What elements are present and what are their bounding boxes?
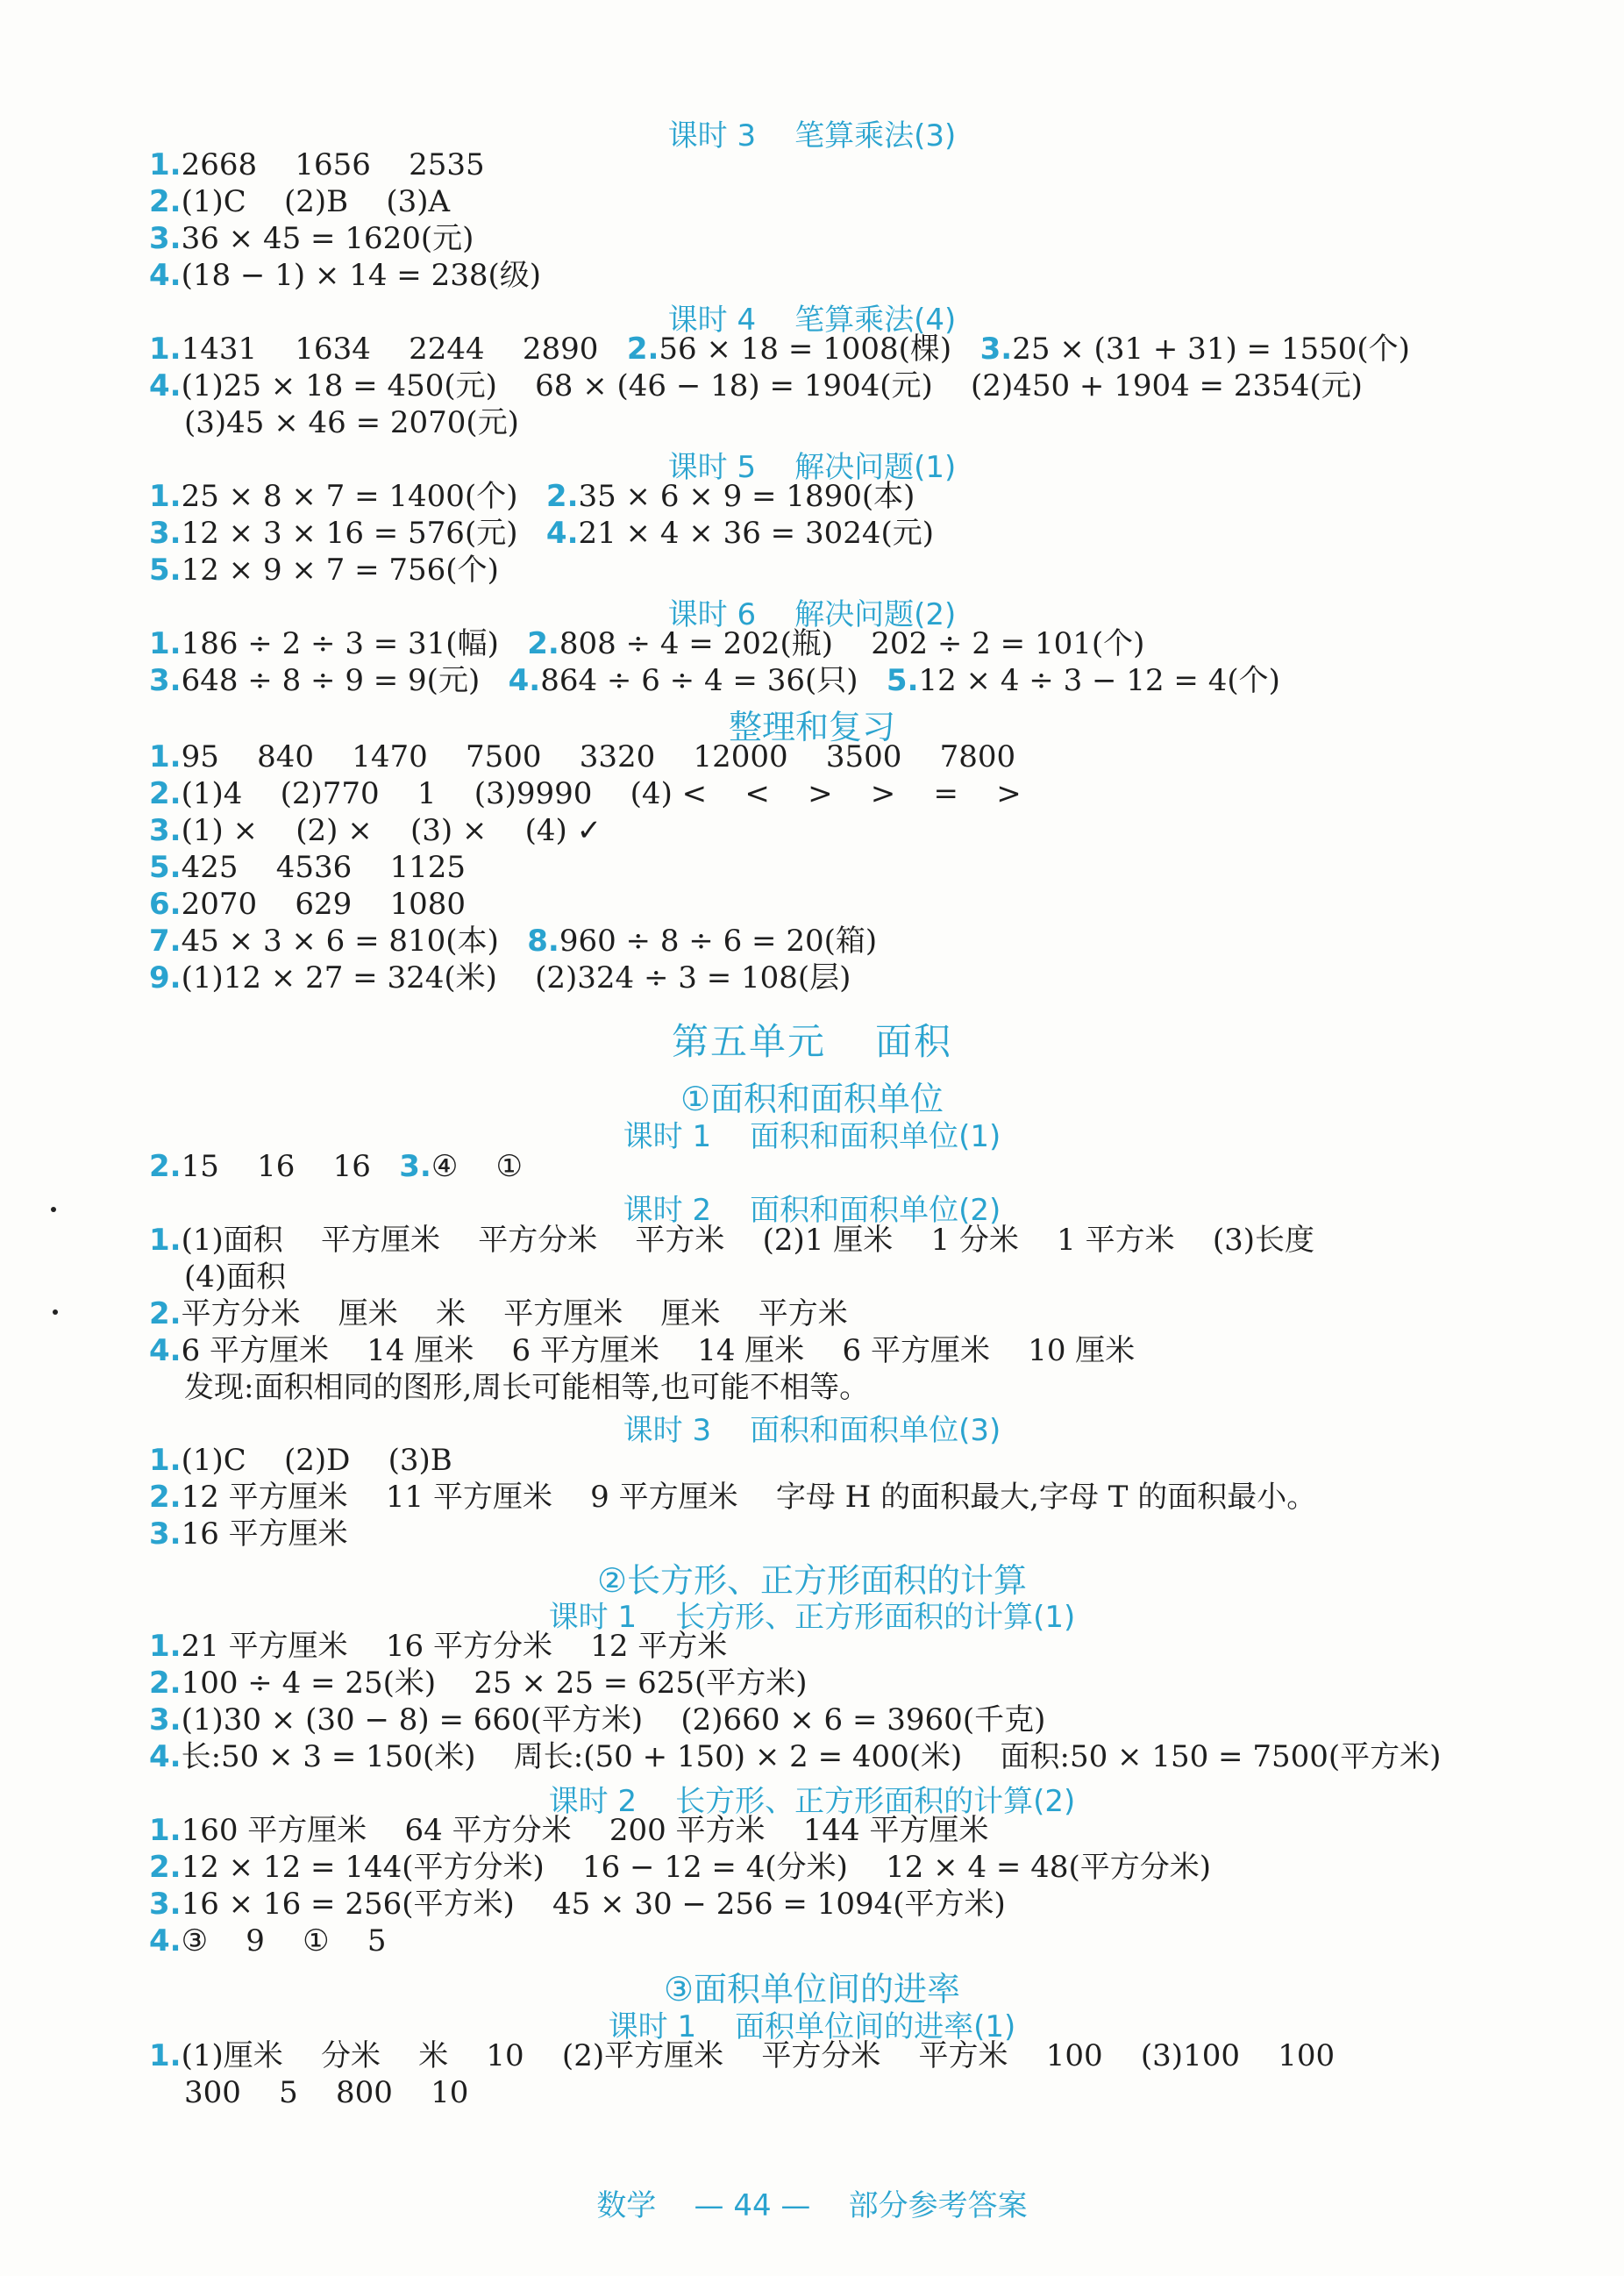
answer-line: 2.12 × 12 = 144(平方分米) 16 − 12 = 4(分米) 12 × 4 = 48(平方分米)	[149, 1850, 1211, 1885]
answer-line: 1.(1)面积 平方厘米 平方分米 平方米 (2)1 厘米 1 分米 1 平方米 (3)长度	[149, 1223, 1314, 1258]
answer-line: 1.2668 1656 2535	[149, 147, 485, 182]
scan-dot	[51, 1207, 56, 1212]
answer-line: 9.(1)12 × 27 = 324(米) (2)324 ÷ 3 = 108(层)	[149, 960, 851, 995]
answer-line: 3.12 × 3 × 16 = 576(元) 4.21 × 4 × 36 = 3024(元)	[149, 516, 935, 551]
answer-line: 6.2070 629 1080	[149, 887, 466, 922]
answer-line: 4.6 平方厘米 14 厘米 6 平方厘米 14 厘米 6 平方厘米 10 厘米	[149, 1333, 1136, 1368]
answer-line: 4.③ 9 ① 5	[149, 1923, 387, 1959]
answer-line: 3.(1) × (2) × (3) × (4) ✓	[149, 813, 602, 848]
answer-line: 1.1431 1634 2244 2890 2.56 × 18 = 1008(棵) 3.25 × (31 + 31) = 1550(个)	[149, 332, 1410, 367]
answer-line-continued: (4)面积	[184, 1259, 287, 1295]
lesson-heading: 课时 5 解决问题(1)	[667, 450, 957, 485]
page-footer: 数学 — 44 — 部分参考答案	[596, 2188, 1028, 2223]
lesson-heading: 课时 6 解决问题(2)	[667, 597, 957, 632]
lesson-heading: 课时 3 面积和面积单位(3)	[623, 1413, 1001, 1448]
unit-heading: 第五单元 面积	[671, 1020, 953, 1063]
answer-line: 1.(1)C (2)D (3)B	[149, 1443, 452, 1478]
answer-line: 5.425 4536 1125	[149, 850, 466, 885]
lesson-heading: 课时 1 长方形、正方形面积的计算(1)	[548, 1600, 1076, 1635]
answer-line-continued: 发现:面积相同的图形,周长可能相等,也可能不相等。	[184, 1370, 870, 1405]
lesson-heading: 课时 2 面积和面积单位(2)	[623, 1193, 1001, 1228]
answer-line: 3.16 平方厘米	[149, 1516, 348, 1552]
lesson-heading: 课时 2 长方形、正方形面积的计算(2)	[548, 1784, 1076, 1819]
answer-line: 7.45 × 3 × 6 = 810(本) 8.960 ÷ 8 ÷ 6 = 20(箱)	[149, 924, 878, 959]
lesson-heading: 课时 1 面积和面积单位(1)	[623, 1119, 1001, 1154]
answer-line: 1.25 × 8 × 7 = 1400(个) 2.35 × 6 × 9 = 1890(本)	[149, 479, 915, 514]
scan-dot	[53, 1309, 58, 1315]
answer-line: 3.648 ÷ 8 ÷ 9 = 9(元) 4.864 ÷ 6 ÷ 4 = 36(只) 5.12 × 4 ÷ 3 − 12 = 4(个)	[149, 663, 1280, 698]
lesson-heading: 课时 1 面积单位间的进率(1)	[608, 2009, 1016, 2044]
answer-line: 2.100 ÷ 4 = 25(米) 25 × 25 = 625(平方米)	[149, 1666, 808, 1701]
answer-line: 3.16 × 16 = 256(平方米) 45 × 30 − 256 = 1094(平方米)	[149, 1887, 1006, 1922]
answer-line: 2.平方分米 厘米 米 平方厘米 厘米 平方米	[149, 1296, 848, 1331]
answer-line: 5.12 × 9 × 7 = 756(个)	[149, 553, 499, 588]
answer-line: 4.(1)25 × 18 = 450(元) 68 × (46 − 18) = 1904(元) (2)450 + 1904 = 2354(元)	[149, 368, 1363, 403]
answer-line: 4.长:50 × 3 = 150(米) 周长:(50 + 150) × 2 = 400(米) 面积:50 × 150 = 7500(平方米)	[149, 1739, 1442, 1774]
answer-line: 1.186 ÷ 2 ÷ 3 = 31(幅) 2.808 ÷ 4 = 202(瓶) 202 ÷ 2 = 101(个)	[149, 626, 1145, 661]
answer-line: 1.21 平方厘米 16 平方分米 12 平方米	[149, 1629, 728, 1664]
answer-line: 3.36 × 45 = 1620(元)	[149, 221, 474, 256]
section-heading: ①面积和面积单位	[680, 1080, 944, 1118]
section-heading: ③面积单位间的进率	[663, 1970, 961, 2008]
section-heading: ②长方形、正方形面积的计算	[596, 1561, 1028, 1600]
answer-line: 2.15 16 16 3.④ ①	[149, 1149, 524, 1184]
answer-line: 1.160 平方厘米 64 平方分米 200 平方米 144 平方厘米	[149, 1813, 989, 1848]
answer-line: 2.(1)C (2)B (3)A	[149, 184, 451, 219]
review-heading: 整理和复习	[728, 708, 895, 746]
answer-line: 1.(1)厘米 分米 米 10 (2)平方厘米 平方分米 平方米 100 (3)100 100	[149, 2038, 1336, 2073]
answer-line-continued: (3)45 × 46 = 2070(元)	[184, 405, 519, 440]
lesson-heading: 课时 4 笔算乘法(4)	[667, 303, 957, 338]
answer-line-continued: 300 5 800 10	[184, 2075, 469, 2110]
answer-line: 4.(18 − 1) × 14 = 238(级)	[149, 258, 542, 293]
answer-line: 2.(1)4 (2)770 1 (3)9990 (4) < < > > = >	[149, 776, 1022, 811]
lesson-heading: 课时 3 笔算乘法(3)	[667, 118, 957, 153]
answer-line: 2.12 平方厘米 11 平方厘米 9 平方厘米 字母 H 的面积最大,字母 T 的面积最小。	[149, 1480, 1317, 1515]
answer-line: 1.95 840 1470 7500 3320 12000 3500 7800	[149, 739, 1016, 774]
answer-line: 3.(1)30 × (30 − 8) = 660(平方米) (2)660 × 6 = 3960(千克)	[149, 1702, 1046, 1737]
